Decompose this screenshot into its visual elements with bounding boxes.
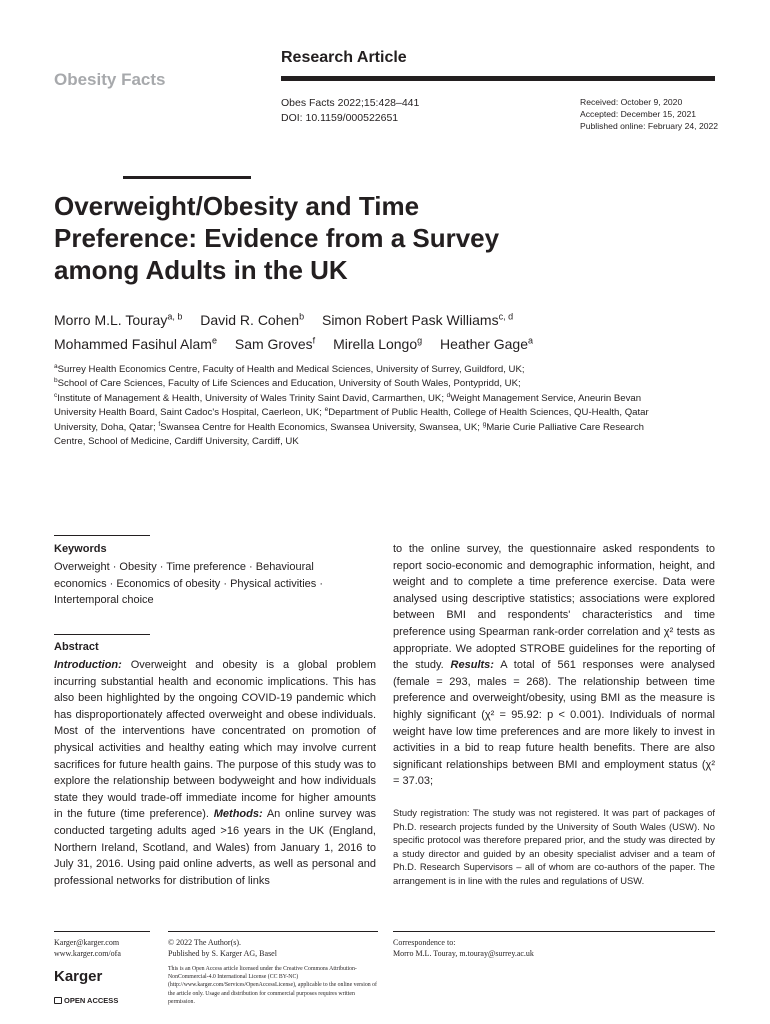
publisher-site[interactable]: www.karger.com/ofa (54, 949, 121, 958)
received-date: Received: October 9, 2020 (580, 97, 683, 107)
citation-block (281, 96, 419, 126)
author[interactable]: Sam Groves$^f$ (234, 335, 316, 352)
author-line (54, 308, 704, 332)
karger-logo: Karger (54, 968, 103, 985)
correspondence-block (393, 937, 534, 959)
license-text: This is an Open Access article licensed under the Creative Commons Attribution-NonCommercial-4.0 International License (CC BY-NC) (http://www.karger.com/Services/OpenAccessLicense), applicable to the online version of the article only. Usage and distribution for commercial purposes requires written permission. (168, 966, 377, 1005)
author[interactable]: Mirella Longo$^g$ (333, 335, 423, 352)
doi[interactable]: DOI: 10.1159/000522651 (281, 112, 399, 124)
abstract-column-left (54, 657, 376, 889)
methods-label: Methods: (213, 808, 263, 821)
abstract-column-right (393, 541, 715, 790)
methods-text-continued: to the online survey, the questionnaire asked respondents to report socio-economic and demographic information, height, and weight and to complete a time preference exercise. Data were analysed using descriptive statistics; associations were explored between BMI and respondents' characteristics and time preference using Spearman rank-order correlation and χ² tests as appropriate. We adopted STROBE guidelines for the reporting of the study. (393, 543, 715, 672)
results-label: Results: (450, 659, 494, 672)
title-line: Overweight/Obesity and Time (54, 191, 420, 221)
published-date: Published online: February 24, 2022 (580, 121, 719, 131)
footer-rule (168, 931, 378, 932)
title-line: among Adults in the UK (54, 255, 348, 285)
abstract-rule (54, 634, 150, 635)
intro-label: Introduction: (54, 659, 122, 671)
header-rule (281, 76, 715, 81)
correspondence[interactable]: Morro M.L. Touray, m.touray@surrey.ac.uk (393, 949, 534, 958)
dates-block (580, 96, 718, 132)
intro-text: Overweight and obesity is a global problem incurring substantial health and economic implications. This has also been highlighted by the ongoing COVID-19 pandemic which has disproportionately affected overweight and obese individuals. Most of the interventions have concentrated on promotion of physical activities and healthy eating which may involve current sacrifices for future health gains. The purpose of this study was to explore the relationship between bodyweight and how individuals state they would trade-off immediate income for higher amounts in the future (time preference). (54, 659, 376, 821)
publisher-contact (54, 937, 121, 959)
correspondence-label: Correspondence to: (393, 938, 456, 947)
affiliations: $^a$Surrey Health Economics Centre, Faculty of Health and Medical Sciences, University of Surrey, Guildford, UK; $^b$School of Care Sciences, Faculty of Life Sciences and Education, University of South Wales, Pontypridd, UK; $^c$Institute of Management & Health, University of Wales Trinity Saint David, Carmarthen, UK; $^d$Weight Management Service, Aneurin Bevan University Health Board, Saint Cadoc's Hospital, Caerleon, UK; $^e$Department of Public Health, College of Health Sciences, QU-Health, Qatar University, Doha, Qatar; $^f$Swansea Centre for Health Economics, Swansea University, Swansea, UK; $^g$Marie Curie Palliative Care Research Centre, School of Medicine, Cardiff University, Cardiff, UK (54, 362, 649, 448)
author-list (54, 308, 704, 356)
article-type: Research Article (281, 49, 407, 66)
publisher-line: Published by S. Karger AG, Basel (168, 949, 277, 958)
citation: Obes Facts 2022;15:428–441 (281, 97, 420, 109)
title-rule (123, 176, 251, 179)
footer-rule (393, 931, 715, 932)
accepted-date: Accepted: December 15, 2021 (580, 109, 697, 119)
journal-name: Obesity Facts (54, 70, 166, 89)
open-lock-icon (54, 997, 62, 1004)
keywords-heading: Keywords (54, 543, 107, 555)
open-access-badge: OPEN ACCESS (54, 996, 118, 1005)
article-title (54, 190, 574, 286)
copyright-block (168, 937, 277, 959)
footer-rule (54, 931, 150, 932)
author[interactable]: Simon Robert Pask Williams$^{c, d}$ (321, 311, 514, 328)
publisher-email[interactable]: Karger@karger.com (54, 938, 120, 947)
author[interactable]: Heather Gage$^a$ (440, 335, 534, 352)
keywords-text: Overweight · Obesity · Time preference · Behavioural economics · Economics of obesity · Physical activities · Intertemporal choice (54, 561, 323, 606)
copyright: © 2022 The Author(s). (168, 938, 242, 947)
author-line (54, 332, 704, 356)
study-registration: Study registration: The study was not registered. It was part of packages of Ph.D. research projects funded by the University of South Wales (USW). No specific protocol was therefore prepared prior, and the study was directed by a study director and guided by an obesity specialist adviser and a team of Ph.D. Research Supervisors – all of whom are co-authors of the paper. The arrangement is in line with the rules and regulations of USW. (393, 807, 715, 886)
results-text: A total of 561 responses were analysed (female = 293, males = 268). The relationship between time preference and overweight/obesity, using BMI as the measure is highly significant (χ² = 95.92: p < 0.001). Individuals of normal weight have low time preferences and are more likely to invest in activities in a bid to reap future health benefits. There are also significant relationships between BMI and employment status (χ² = 37.03; (393, 659, 716, 788)
abstract-heading: Abstract (54, 641, 99, 653)
author[interactable]: David R. Cohen$^b$ (200, 311, 305, 328)
keywords-rule (54, 535, 150, 536)
methods-text: An online survey was conducted targeting adults aged >16 years in the UK (England, Northern Ireland, Scotland, and Wales) from January 1, 2016 to July 31, 2016. Using paid online adverts, as well as personal and professional networks for distribution of links (54, 808, 377, 887)
author[interactable]: Morro M.L. Touray$^{a, b}$ (54, 311, 183, 328)
author[interactable]: Mohammed Fasihul Alam$^e$ (54, 335, 217, 352)
title-line: Preference: Evidence from a Survey (54, 223, 500, 253)
